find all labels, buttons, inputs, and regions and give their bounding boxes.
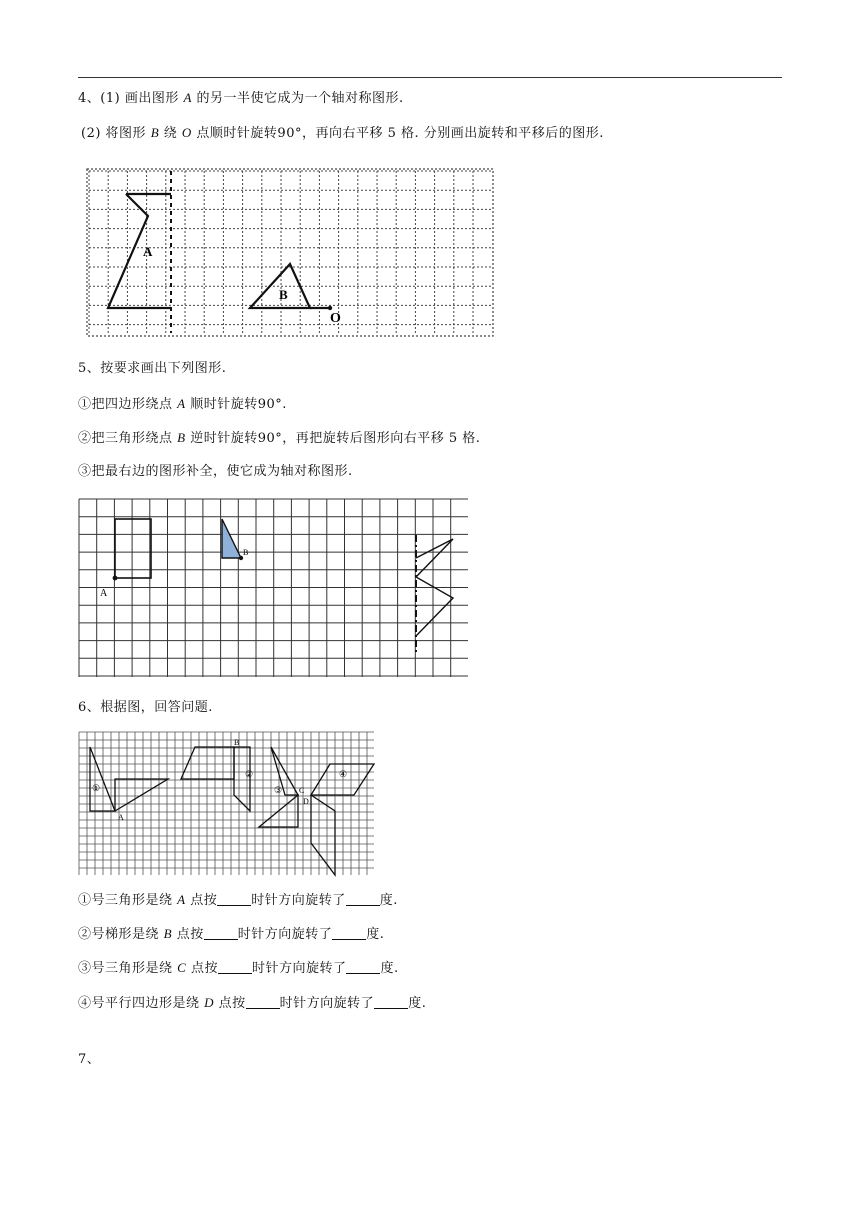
- q5-item1: ①把四边形绕点 A 顺时针旋转90°.: [78, 396, 287, 412]
- q6-label-3: ③: [274, 786, 283, 796]
- q6-row3-direction-blank[interactable]: [218, 961, 252, 974]
- q6-row1-direction-blank[interactable]: [217, 893, 251, 906]
- header-rule: [78, 77, 782, 78]
- q5-point-a: [113, 576, 118, 581]
- q6-row-4: ④号平行四边形是绕 D 点按 时针方向旋转了 度.: [78, 995, 427, 1011]
- q5-label-b: B: [243, 548, 249, 557]
- q6-label-a: A: [118, 813, 124, 822]
- q4-grid-figure: [86, 168, 496, 340]
- q4-line1: 4、(1) 画出图形 A 的另一半使它成为一个轴对称图形.: [78, 90, 404, 106]
- q6-label-c: C: [299, 786, 305, 795]
- q6-row4-direction-blank[interactable]: [246, 996, 280, 1009]
- q5-quadrilateral: [115, 519, 151, 578]
- q5-title: 5、按要求画出下列图形.: [78, 361, 227, 376]
- q5-item2: ②把三角形绕点 B 逆时针旋转90°，再把旋转后图形向右平移 5 格.: [78, 430, 481, 446]
- q6-row1-degree-blank[interactable]: [346, 893, 380, 906]
- q6-row3-degree-blank[interactable]: [346, 961, 380, 974]
- q4-label-b: B: [279, 287, 288, 302]
- q4-label-a: A: [143, 244, 153, 259]
- q6-label-b: B: [234, 738, 240, 747]
- q6-title: 6、根据图，回答问题.: [78, 700, 213, 715]
- q5-label-a: A: [100, 588, 108, 599]
- q7-title: 7、: [78, 1052, 101, 1067]
- q5-grid-figure: [78, 497, 472, 679]
- q6-label-2: ②: [245, 770, 254, 780]
- q6-label-d: D: [303, 797, 309, 806]
- q4-label-o: O: [330, 311, 341, 326]
- q6-row-1: ①号三角形是绕 A 点按 时针方向旋转了 度.: [78, 892, 398, 908]
- q5-item3: ③把最右边的图形补全，使它成为轴对称图形.: [78, 464, 353, 479]
- q6-label-4: ④: [339, 770, 348, 780]
- q6-row-3: ③号三角形是绕 C 点按 时针方向旋转了 度.: [78, 960, 399, 976]
- q6-row2-direction-blank[interactable]: [204, 927, 238, 940]
- q6-label-1: ①: [92, 784, 101, 794]
- q6-row2-degree-blank[interactable]: [332, 927, 366, 940]
- q6-grid-figure: [78, 731, 376, 877]
- q4-line2: (2) 将图形 B 绕 O 点顺时针旋转90°，再向右平移 5 格. 分别画出旋转和平移后的图形.: [81, 125, 604, 141]
- q6-row4-degree-blank[interactable]: [374, 996, 408, 1009]
- q6-row-2: ②号梯形是绕 B 点按 时针方向旋转了 度.: [78, 926, 385, 942]
